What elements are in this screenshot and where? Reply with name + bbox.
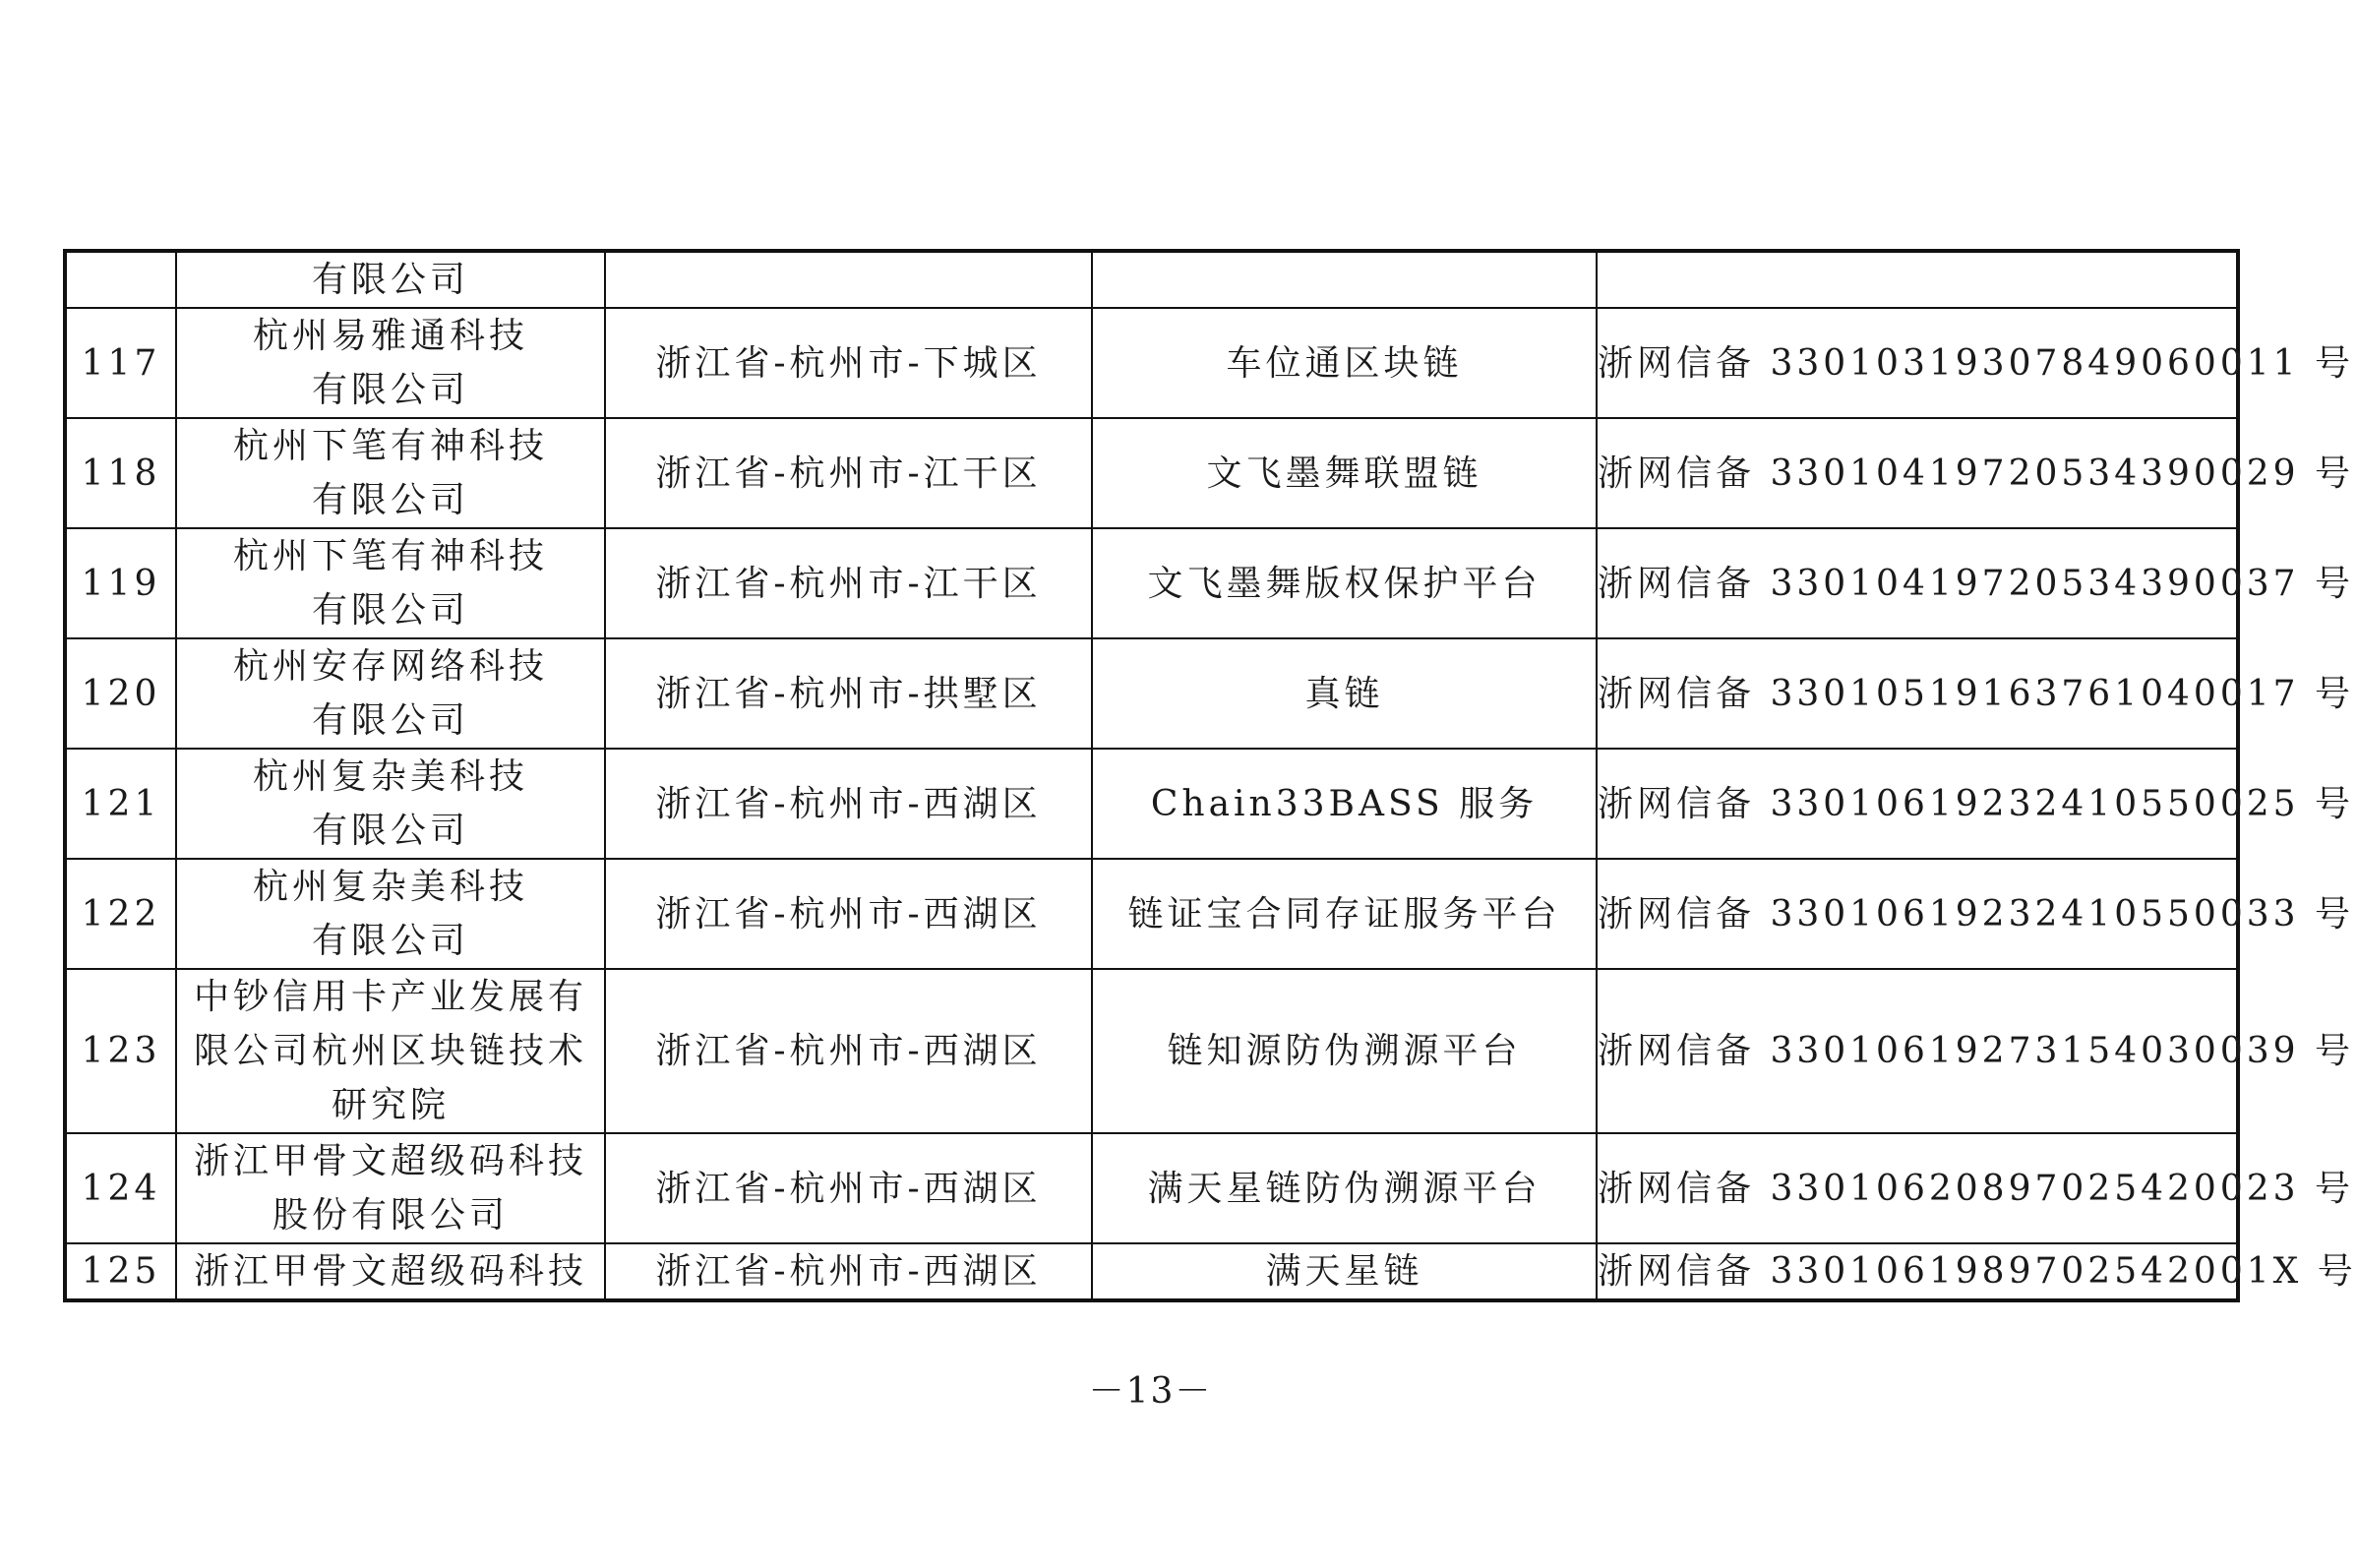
registry-table-body	[65, 251, 2357, 1300]
table-row	[65, 859, 2238, 969]
company-name-line: 研究院	[331, 1085, 450, 1125]
company-name	[176, 251, 605, 308]
company-name	[176, 1133, 605, 1243]
company-name-line: 浙江甲骨文超级码科技	[193, 1141, 587, 1181]
company-name-line: 有限公司	[311, 700, 469, 741]
location: 浙江省-杭州市-下城区	[605, 308, 1092, 418]
service-name: 文飞墨舞版权保护平台	[1092, 528, 1597, 638]
record-number	[1597, 251, 2238, 308]
table-row	[65, 251, 2238, 308]
table-row	[65, 638, 2238, 749]
company-name-line: 杭州复杂美科技	[252, 756, 528, 797]
company-name-line: 中钞信用卡产业发展有	[193, 977, 587, 1017]
record-number: 浙网信备 33010619273154030039 号	[1597, 969, 2238, 1133]
company-name-line: 杭州安存网络科技	[232, 646, 548, 687]
company-name-line: 有限公司	[311, 260, 469, 300]
service-name: 真链	[1092, 638, 1597, 749]
service-name: 满天星链防伪溯源平台	[1092, 1133, 1597, 1243]
record-number: 浙网信备 33010620897025420023 号	[1597, 1133, 2238, 1243]
row-number: 119	[65, 528, 176, 638]
company-name-line: 限公司杭州区块链技术	[193, 1031, 587, 1071]
row-number: 125	[65, 1243, 176, 1300]
location: 浙江省-杭州市-西湖区	[605, 1133, 1092, 1243]
company-name-line: 杭州易雅通科技	[252, 316, 528, 356]
service-name: 车位通区块链	[1092, 308, 1597, 418]
record-number: 浙网信备 33010619232410550025 号	[1597, 749, 2238, 859]
table-row	[65, 1243, 2238, 1300]
location: 浙江省-杭州市-江干区	[605, 528, 1092, 638]
table-row	[65, 308, 2238, 418]
location: 浙江省-杭州市-江干区	[605, 418, 1092, 528]
company-name	[176, 1243, 605, 1300]
company-name-line: 杭州下笔有神科技	[232, 536, 548, 576]
table-row	[65, 528, 2238, 638]
table-row	[65, 418, 2238, 528]
row-number: 122	[65, 859, 176, 969]
company-name-line: 有限公司	[311, 480, 469, 520]
table-row	[65, 749, 2238, 859]
service-name: 满天星链	[1092, 1243, 1597, 1300]
record-number: 浙网信备 33010619232410550033 号	[1597, 859, 2238, 969]
row-number: 123	[65, 969, 176, 1133]
company-name-line: 有限公司	[311, 370, 469, 410]
company-name-line: 有限公司	[311, 811, 469, 851]
location: 浙江省-杭州市-西湖区	[605, 1243, 1092, 1300]
table-row	[65, 1133, 2238, 1243]
service-name: 链知源防伪溯源平台	[1092, 969, 1597, 1133]
row-number: 120	[65, 638, 176, 749]
location: 浙江省-杭州市-西湖区	[605, 969, 1092, 1133]
row-number: 118	[65, 418, 176, 528]
service-name: 文飞墨舞联盟链	[1092, 418, 1597, 528]
service-name: Chain33BASS 服务	[1092, 749, 1597, 859]
company-name	[176, 859, 605, 969]
record-number: 浙网信备 33010519163761040017 号	[1597, 638, 2238, 749]
row-number: 117	[65, 308, 176, 418]
page-number: －13－	[1088, 1371, 1213, 1412]
company-name-line: 有限公司	[311, 590, 469, 631]
record-number: 浙网信备 3301061989702542001X 号	[1597, 1243, 2238, 1300]
company-name	[176, 418, 605, 528]
row-number: 124	[65, 1133, 176, 1243]
company-name-line: 杭州复杂美科技	[252, 867, 528, 907]
row-number	[65, 251, 176, 308]
company-name-line: 股份有限公司	[272, 1195, 509, 1236]
record-number: 浙网信备 33010419720534390037 号	[1597, 528, 2238, 638]
location: 浙江省-杭州市-西湖区	[605, 859, 1092, 969]
company-name	[176, 638, 605, 749]
registry-table	[63, 249, 2357, 1302]
company-name-line: 浙江甲骨文超级码科技	[193, 1251, 587, 1292]
company-name-line: 有限公司	[311, 921, 469, 961]
service-name: 链证宝合同存证服务平台	[1092, 859, 1597, 969]
company-name	[176, 528, 605, 638]
company-name-line: 杭州下笔有神科技	[232, 426, 548, 466]
location: 浙江省-杭州市-拱墅区	[605, 638, 1092, 749]
record-number: 浙网信备 33010319307849060011 号	[1597, 308, 2238, 418]
record-number: 浙网信备 33010419720534390029 号	[1597, 418, 2238, 528]
table-row	[65, 969, 2238, 1133]
company-name	[176, 749, 605, 859]
location: 浙江省-杭州市-西湖区	[605, 749, 1092, 859]
row-number: 121	[65, 749, 176, 859]
location	[605, 251, 1092, 308]
company-name	[176, 308, 605, 418]
service-name	[1092, 251, 1597, 308]
company-name	[176, 969, 605, 1133]
